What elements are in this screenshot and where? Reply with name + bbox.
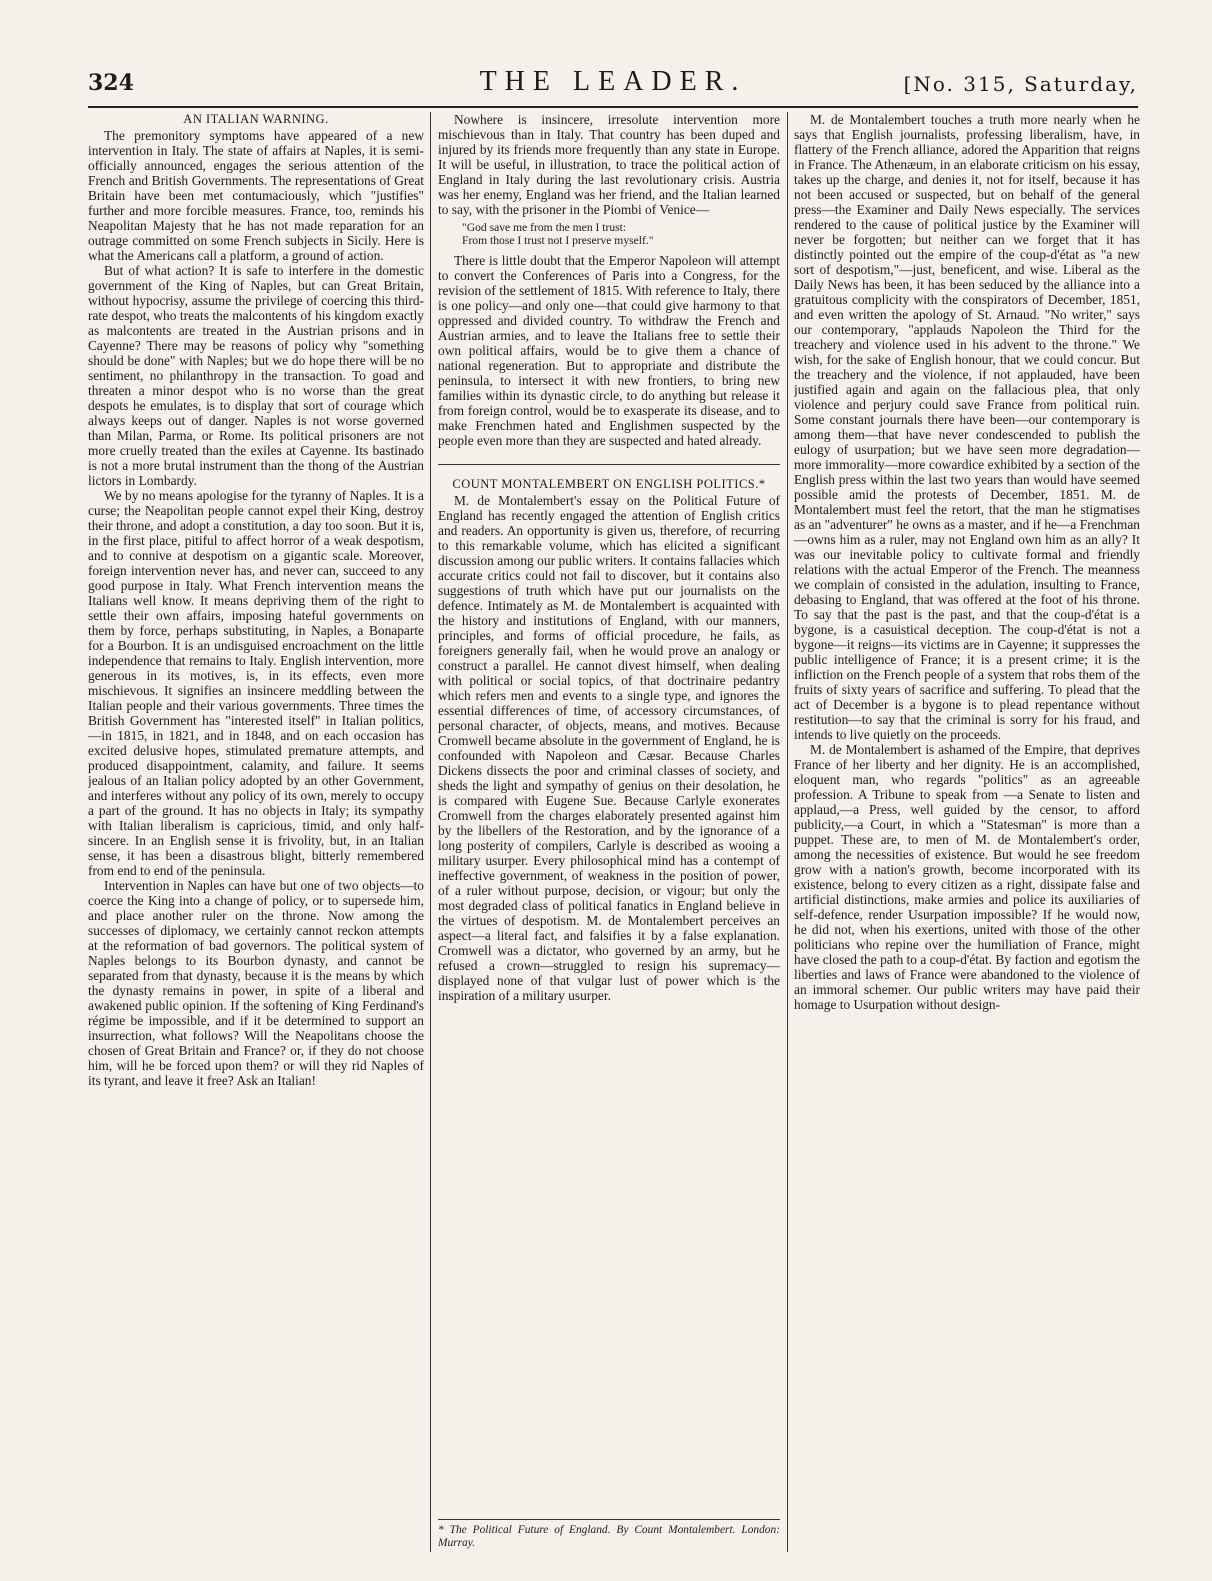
paragraph: Intervention in Naples can have but one of two objects—to coerce the King into a change of policy, or to supersede him, and place another ruler on the throne. Now among the successes of diplomacy, we certainly cannot reckon attempts at the reformation of bad governors. The political system of Naples belongs to its Bourbon dynasty, and cannot be separated from that dynasty, because it is the means by which the dynasty remains in power, in spite of a liberal and awakened public opinion. If the softening of King Ferdinand's régime be impossible, and if it be determined to support an insurrection, what follows? Will the Neapolitans choose the chosen of Great Britain and France? or, if they do not choose him, will he be forced upon them? or will they rid Naples of its tyrant, and leave it free? Ask an Italian! xyxy=(88,878,424,1088)
column-1 xyxy=(88,112,424,1552)
page-header xyxy=(88,66,1138,108)
paragraph: There is little doubt that the Emperor Napoleon will attempt to convert the Conferences of Paris into a Congress, for the revision of the settlement of 1815. With reference to Italy, there is one policy—and only one—that could give harmony to that oppressed and divided country. To withdraw the French and Austrian armies, and to leave the Italians free to settle their own political affairs, would be to give them a chance of national regeneration. But to appropriate and distribute the peninsula, to intersect it with new frontiers, to bring new families within its dynastic circle, to do anything but release it from foreign control, would be to exasperate its disease, and to make Frenchmen hated and Englishmen suspected by the people even more than they are suspected and hated already. xyxy=(438,253,780,448)
newspaper-title: THE LEADER. xyxy=(479,66,747,97)
quotation xyxy=(462,221,780,247)
column-2 xyxy=(438,112,780,1552)
column-rule xyxy=(787,112,788,1552)
column-rule xyxy=(430,112,431,1552)
paragraph: Nowhere is insincere, irresolute intervention more mischievous than in Italy. That country has been duped and injured by its friends more frequently than any state in Europe. It will be useful, in illustration, to trace the political action of England in Italy during the last revolutionary crisis. Austria was her enemy, England was her friend, and the Italian learned to say, with the prisoner in the Piombi of Venice— xyxy=(438,112,780,217)
footnote: * The Political Future of England. By Count Montalembert. London: Murray. xyxy=(438,1519,780,1550)
quote-line: From those I trust not I preserve myself." xyxy=(462,234,654,247)
column-3 xyxy=(794,112,1140,1552)
article-heading: COUNT MONTALEMBERT ON ENGLISH POLITICS.* xyxy=(438,464,780,491)
paragraph: M. de Montalembert's essay on the Political Future of England has recently engaged the attention of English critics and readers. An opportunity is given us, therefore, of recurring to this remarkable volume, which has elicited a significant discussion among our public writers. It contains fallacies which accurate critics could not fail to discover, but it contains also suggestions of truth which have put our journalists on the defence. Intimately as M. de Montalembert is acquainted with the history and institutions of England, with our manners, principles, and forms of official procedure, he fails, as foreigners generally fail, when he would prove an analogy or construct a parallel. He cannot divest himself, when dealing with political or social topics, of that doctrinaire pedantry which refers men and events to a single type, and ignores the essential differences of time, of accessory circumstances, of personal character, of objects, means, and motives. Because Cromwell became absolute in the government of England, he is confounded with Napoleon and Cæsar. Because Charles Dickens dissects the poor and criminal classes of society, and sheds the light and sympathy of genius on their desolation, he is compared with Eugene Sue. Because Carlyle exonerates Cromwell from the charges elaborately presented against him by the libellers of the Restoration, and by the ignorance of a long posterity of compilers, Carlyle is described as wooing a military usurper. Every philosophical mind has a contempt of ineffective government, of weakness in the position of power, of a ruler without purpose, decision, or vigour; but only the most degraded class of political fanatics in England believe in the virtues of despotism. M. de Montalembert perceives an aspect—a literal fact, and falsifies it by a false explanation. Cromwell was a dictator, who governed by an army, but he refused a crown—struggled to resign his supremacy—displayed none of that vulgar lust of power which is the inspiration of a military usurper. xyxy=(438,493,780,1003)
article-heading: AN ITALIAN WARNING. xyxy=(183,112,329,126)
paragraph: The premonitory symptoms have appeared of a new intervention in Italy. The state of affairs at Naples, it is semi-officially announced, engages the serious attention of the French and British Governments. The representations of Great Britain have been met contumaciously, which "justifies" further and more forcible measures. France, too, reminds his Neapolitan Majesty that he has not made reparation for an outrage committed on some French subjects in Sicily. Here is what the Americans call a platform, a ground of action. xyxy=(88,128,424,263)
paragraph: M. de Montalembert is ashamed of the Empire, that deprives France of her liberty and her dignity. He is an accomplished, eloquent man, who regards "politics" as an agreeable profession. A Tribune to speak from —a Senate to listen and applaud,—a Press, well guided by the censor, to afford publicity,—a Court, in which a "Statesman" is more than a puppet. These are, to men of M. de Montalembert's order, among the necessities of existence. But would he see freedom grow with a nation's growth, become incorporated with its existence, belong to every citizen as a right, dissipate false and artificial distinctions, make armies and police its auxiliaries of self-defence, render Usurpation impossible? If he would now, he did not, when his exertions, united with those of the other politicians who repine over the humiliation of France, might have closed the path to a coup-d'état. By faction and egotism the liberties and laws of France were abandoned to the violence of an immoral schemer. Our public writers may have paid their homage to Usurpation without design- xyxy=(794,742,1140,1012)
paragraph: We by no means apologise for the tyranny of Naples. It is a curse; the Neapolitan people cannot expel their King, destroy their throne, and adopt a constitution, a day too soon. But it is, in the first place, pitiful to affect horror of a weak despotism, and to connive at despotism on a gigantic scale. Moreover, foreign intervention never has, and never can, succeed to any good purpose in Italy. What French intervention means the Italians well know. It means depriving them of the right to settle their own affairs, imposing hateful governments on them by force, perhaps substituting, in Naples, a Bonaparte for a Bourbon. It is an undisguised encroachment on the little independence that remains to Italy. English intervention, more generous in its motives, is, in its effects, even more mischievous. It signifies an insincere meddling between the Italian people and their various governments. Three times the British Government has "interested itself" in Italian politics, —in 1815, in 1821, and in 1848, and on each occasion has excited delusive hopes, stimulated premature attempts, and produced disappointment, calamity, and failure. It seems jealous of an Italian policy adopted by an other Government, and interferes without any policy of its own, merely to occupy a part of the ground. It has no objects in Italy; its sympathy with Italian liberalism is capricious, timid, and only half-sincere. In an English sense it is frivolity, but, in an Italian sense, it has been a disastrous blight, bitterly remembered from end to end of the peninsula. xyxy=(88,488,424,878)
issue-label: [No. 315, Saturday, xyxy=(903,72,1138,96)
page-number: 324 xyxy=(88,70,134,96)
paragraph: But of what action? It is safe to interfere in the domestic government of the King of Naples, but can Great Britain, without hypocrisy, assume the privilege of coercing this third-rate despot, who treats the malcontents of his kingdom exactly as malcontents are treated in the Austrian prisons and in Cayenne? There may be reasons of policy why "something should be done" with Naples; but we do hope there will be no sentiment, no philanthropy in the transaction. To goad and threaten a minor despot who is no worse than the great despots he emulates, is to display that sort of courage which always keeps out of danger. Naples is not worse governed than Milan, Parma, or Rome. Its political prisoners are not more cruelly treated than the exiles at Cayenne. Its bastinado is not a more brutal instrument than the thong of the Austrian lictors in Lombardy. xyxy=(88,263,424,488)
quote-line: "God save me from the men I trust: xyxy=(462,221,627,234)
paragraph: M. de Montalembert touches a truth more nearly when he says that English journalists, professing liberalism, have, in flattery of the French alliance, adored the Apparition that reigns in France. The Athenæum, in an elaborate criticism on his essay, takes up the charge, and denies it, not for itself, because it has not been accused or suspected, but on behalf of the general press—the Examiner and Daily News especially. The services rendered to the cause of political justice by the Examiner will never be forgotten; but neither can we forget that it has distinctly pointed out the empire of the coup-d'état as "a new sort of despotism,"—just, beneficent, and wise. Liberal as the Daily News has been, it has been seduced by the alliance into a gratuitous complicity with the conspirators of December, 1851, and even written the apology of St. Arnaud. "No writer," says our contemporary, "applauds Napoleon the Third for the treachery and violence used in his advent to the throne." We wish, for the sake of English honour, that we could concur. But the treachery and the violence, if not applauded, have been justified again and again on the fallacious plea, that only violence and perjury could save France from political ruin. Some constant journals there have been—our contemporary is among them—that have never condescended to publish the eulogy of usurpation; but we have seen more degradation—more immorality—more cowardice exhibited by a section of the English press within the last two years than would have seemed possible amid the protests of December, 1851. M. de Montalembert must feel the retort, that the man he stigmatises as an "adventurer" he owns as a master, and if he—a Frenchman—owns him as a ruler, may not England own him as an ally? It was our inevitable policy to cultivate formal and friendly relations with the actual Emperor of the French. The meanness we complain of consisted in the adulation, insulting to France, debasing to England, that was offered at the foot of his throne. To say that the past is the past, and that the coup-d'état is a bygone, is a casuistical deception. The coup-d'état is not a bygone—it reigns—its victims are in Cayenne; it suppresses the public intelligence of France; it is a present crime; it is the infliction on the French people of a system that robs them of the fruits of sixty years of sacrifice and suffering. To plead that the act of December is a bygone is to plead repentance without restitution—to say that the criminal is sorry for his fraud, and intends to live quietly on the proceeds. xyxy=(794,112,1140,742)
